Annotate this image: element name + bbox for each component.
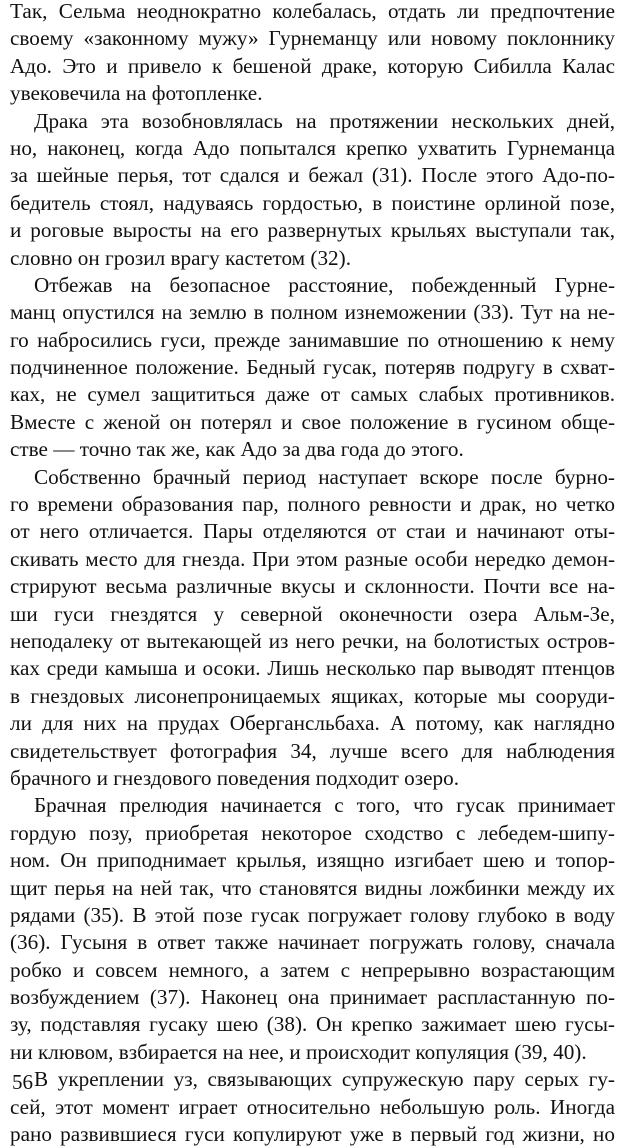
text-line: манц опустился на землю в полном изнеможении (33). Тут на не- [10,300,615,325]
text-line: возбуждением (37). Наконец она принимает распластанную по- [10,985,615,1010]
text-line: брачного и гнездового поведения подходит озеро. [10,765,460,790]
text-line: щит перья на ней так, что становятся видны ложбинки между их [10,875,615,900]
paragraph [10,0,615,108]
text-line: стрируют весьма различные вкусы и склонности. Почти все на- [10,574,615,599]
text-line: го набросились гуси, прежде занимавшие по отношению к нему [10,327,615,352]
paragraph [10,1066,615,1148]
text-line: Собственно брачный период наступает вскоре после бурно- [34,464,615,489]
text-line: Адо. Это и привело к бешеной драке, которую Сибилла Калас [10,53,615,78]
text-line: от него отличается. Пары отделяются от стаи и начинают оты- [10,519,615,544]
text-line: В укреплении уз, связывающих супружескую пару серых гу- [34,1067,615,1092]
text-line: зу, подставляя гусаку шею (38). Он крепко зажимает шею гусы- [10,1012,615,1037]
text-line: стве — точно так же, как Адо за два года до этого. [10,437,464,462]
text-line: го времени образования пар, полного ревности и драк, но четко [10,492,615,517]
text-line: ни клювом, взбирается на нее, и происходит копуляция (39, 40). [10,1039,587,1064]
text-line: ках среди камыша и осоки. Лишь несколько пар выводят птенцов [10,656,615,681]
text-line: Драка эта возобновлялась на протяжении нескольких дней, [34,108,615,133]
text-line: ши гуси гнездятся у северной оконечности озера Альм-Зе, [10,601,615,626]
paragraph [10,272,615,464]
paragraph [10,464,615,793]
page-number: 56 [12,1070,33,1094]
text-line: Брачная прелюдия начинается с того, что гусак принимает [34,793,615,818]
text-line: бедитель стоял, надуваясь гордостью, в поистине орлиной позе, [10,190,615,215]
text-line: (36). Гусыня в ответ также начинает погружать голову, сначала [10,930,615,955]
text-line: гордую позу, приобретая некоторое сходство с лебедем-шипу- [10,820,615,845]
text-line: ном. Он приподнимает крылья, изящно изгибает шею и топор- [10,848,615,873]
text-line: подчиненное положение. Бедный гусак, потеряв подругу в схват- [10,355,615,380]
text-line: в гнездовых лисонепроницаемых ящиках, которые мы сооруди- [10,683,615,708]
paragraph [10,792,615,1066]
text-line: увековечила на фотопленке. [10,81,263,106]
text-line: неподалеку от вытекающей из него речки, на болотистых остров- [10,628,615,653]
text-line: сей, этот момент играет относительно небольшую роль. Иногда [10,1094,615,1119]
text-line: Так, Сельма неоднократно колебалась, отдать ли предпочтение [10,0,615,23]
text-line: ли для них на прудах Обергансльбаха. А потому, как наглядно [10,711,615,736]
text-line: словно он грозил врагу кастетом (32). [10,245,351,270]
text-line: но, наконец, когда Адо попытался крепко ухватить Гурнеманца [10,135,615,160]
body-text [10,0,615,1148]
text-line: своему «законному мужу» Гурнеманцу или новому поклоннику [10,26,615,51]
text-line: ках, не сумел защититься даже от самых слабых противников. [10,382,615,407]
text-line: за шейные перья, тот сдался и бежал (31). После этого Адо-по- [10,163,615,188]
text-line: скивать место для гнезда. При этом разные особи нередко демон- [10,546,615,571]
text-line: Вместе с женой он потерял и свое положение в гусином обще- [10,409,615,434]
text-line: рано развившиеся гуси копулируют уже в первый год жизни, но [10,1122,615,1147]
text-line: Отбежав на безопасное расстояние, побежденный Гурне- [34,272,615,297]
paragraph [10,108,615,272]
text-line: рядами (35). В этой позе гусак погружает голову глубоко в воду [10,902,615,927]
text-line: и роговые выросты на его развернутых крыльях выступали так, [10,218,615,243]
text-line: свидетельствует фотография 34, лучше всего для наблюдения [10,738,615,763]
text-line: робко и совсем немного, а затем с непрерывно возрастающим [10,957,615,982]
